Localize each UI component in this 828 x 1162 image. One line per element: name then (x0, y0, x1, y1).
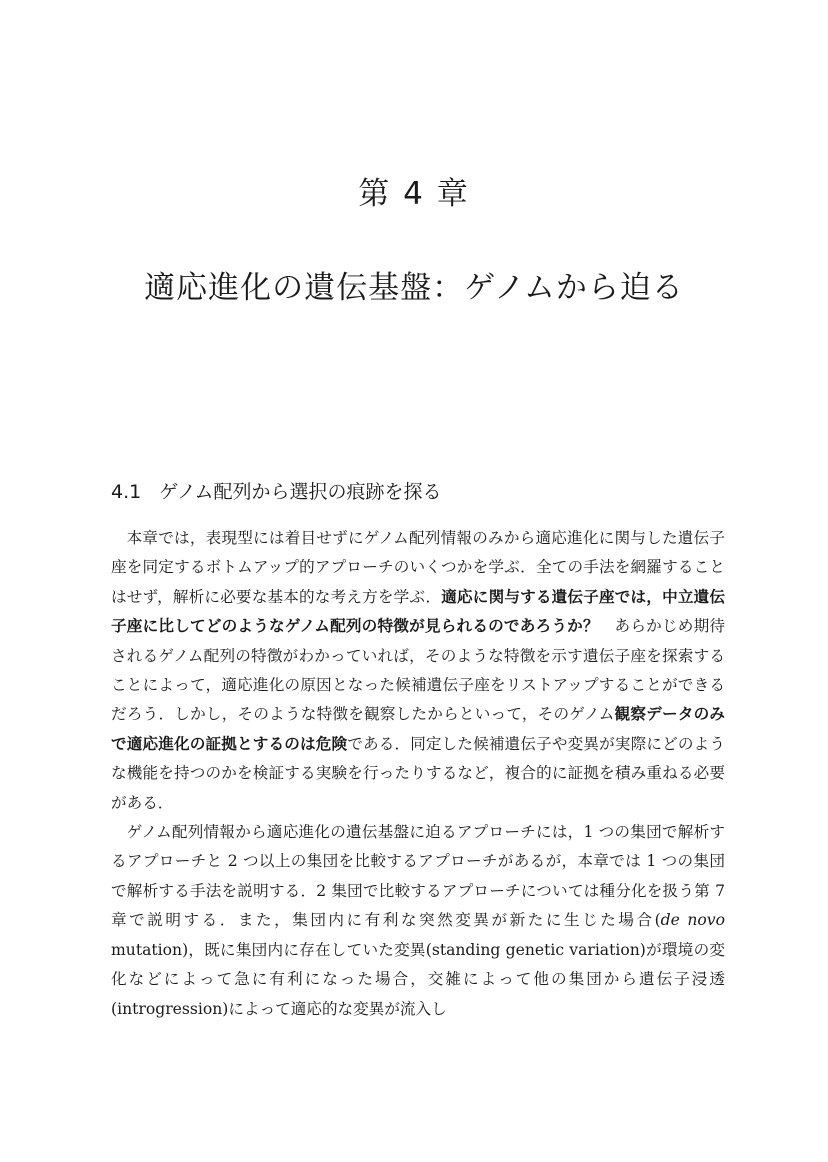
chapter-label: 第 4 章 (358, 176, 470, 212)
italic-term: de novo (660, 911, 725, 930)
section-number: 4.1 (111, 481, 142, 503)
paragraph-2 (111, 818, 725, 1024)
section-heading (111, 477, 442, 504)
text-run: あらかじめ期待されるゲノム配列の特徴がわかっていれば，そのような特徴を示す遺伝子座を探索することによって，適応進化の原因となった候補遺伝子座をリストアップすることができるだろう．しかし，そのような特徴を観察したからといって，そのゲノム (111, 617, 725, 724)
paragraph-1 (111, 524, 725, 818)
emphasis-text: 観察データのみで適応進化の証拠とするのは危険 (111, 705, 725, 753)
text-run: 本章では，表現型には着目せずにゲノム配列情報のみから適応進化に関与した遺伝子座を同定するボトムアップ的アプローチのいくつかを学ぶ．全ての手法を網羅することはせず，解析に必要な基本的な考え方を学ぶ． (111, 529, 725, 606)
text-run: ゲノム配列情報から適応進化の遺伝基盤に迫るアプローチには，1 つの集団で解析するアプローチと 2 つ以上の集団を比較するアプローチがあるが，本章では 1 つの集団で解析する手法を説明する．2 集団で比較するアプローチについては種分化を扱う第 7 章で説明する．また，集団内に有利な突然変異が新たに生じた場合( (111, 823, 725, 930)
emphasis-text: 適応に関与する遺伝子座では，中立遺伝子座に比してどのようなゲノム配列の特徴が見られるのであろうか？ (111, 587, 725, 636)
body-text (111, 524, 725, 1024)
text-run: である．同定した候補遺伝子や変異が実際にどのような機能を持つのかを検証する実験を行ったりするなど，複合的に証拠を積み重ねる必要がある． (111, 734, 725, 812)
section-title: ゲノム配列から選択の痕跡を探る (159, 481, 442, 503)
chapter-title: 適応進化の遺伝基盤：ゲノムから迫る (144, 270, 684, 306)
text-run: mutation)，既に集団内に存在していた変異(standing genetic variation)が環境の変化などによって急に有利になった場合，交雑によって他の集団から遺伝子浸透(introgression)によって適応的な変異が流入し (111, 940, 725, 1018)
